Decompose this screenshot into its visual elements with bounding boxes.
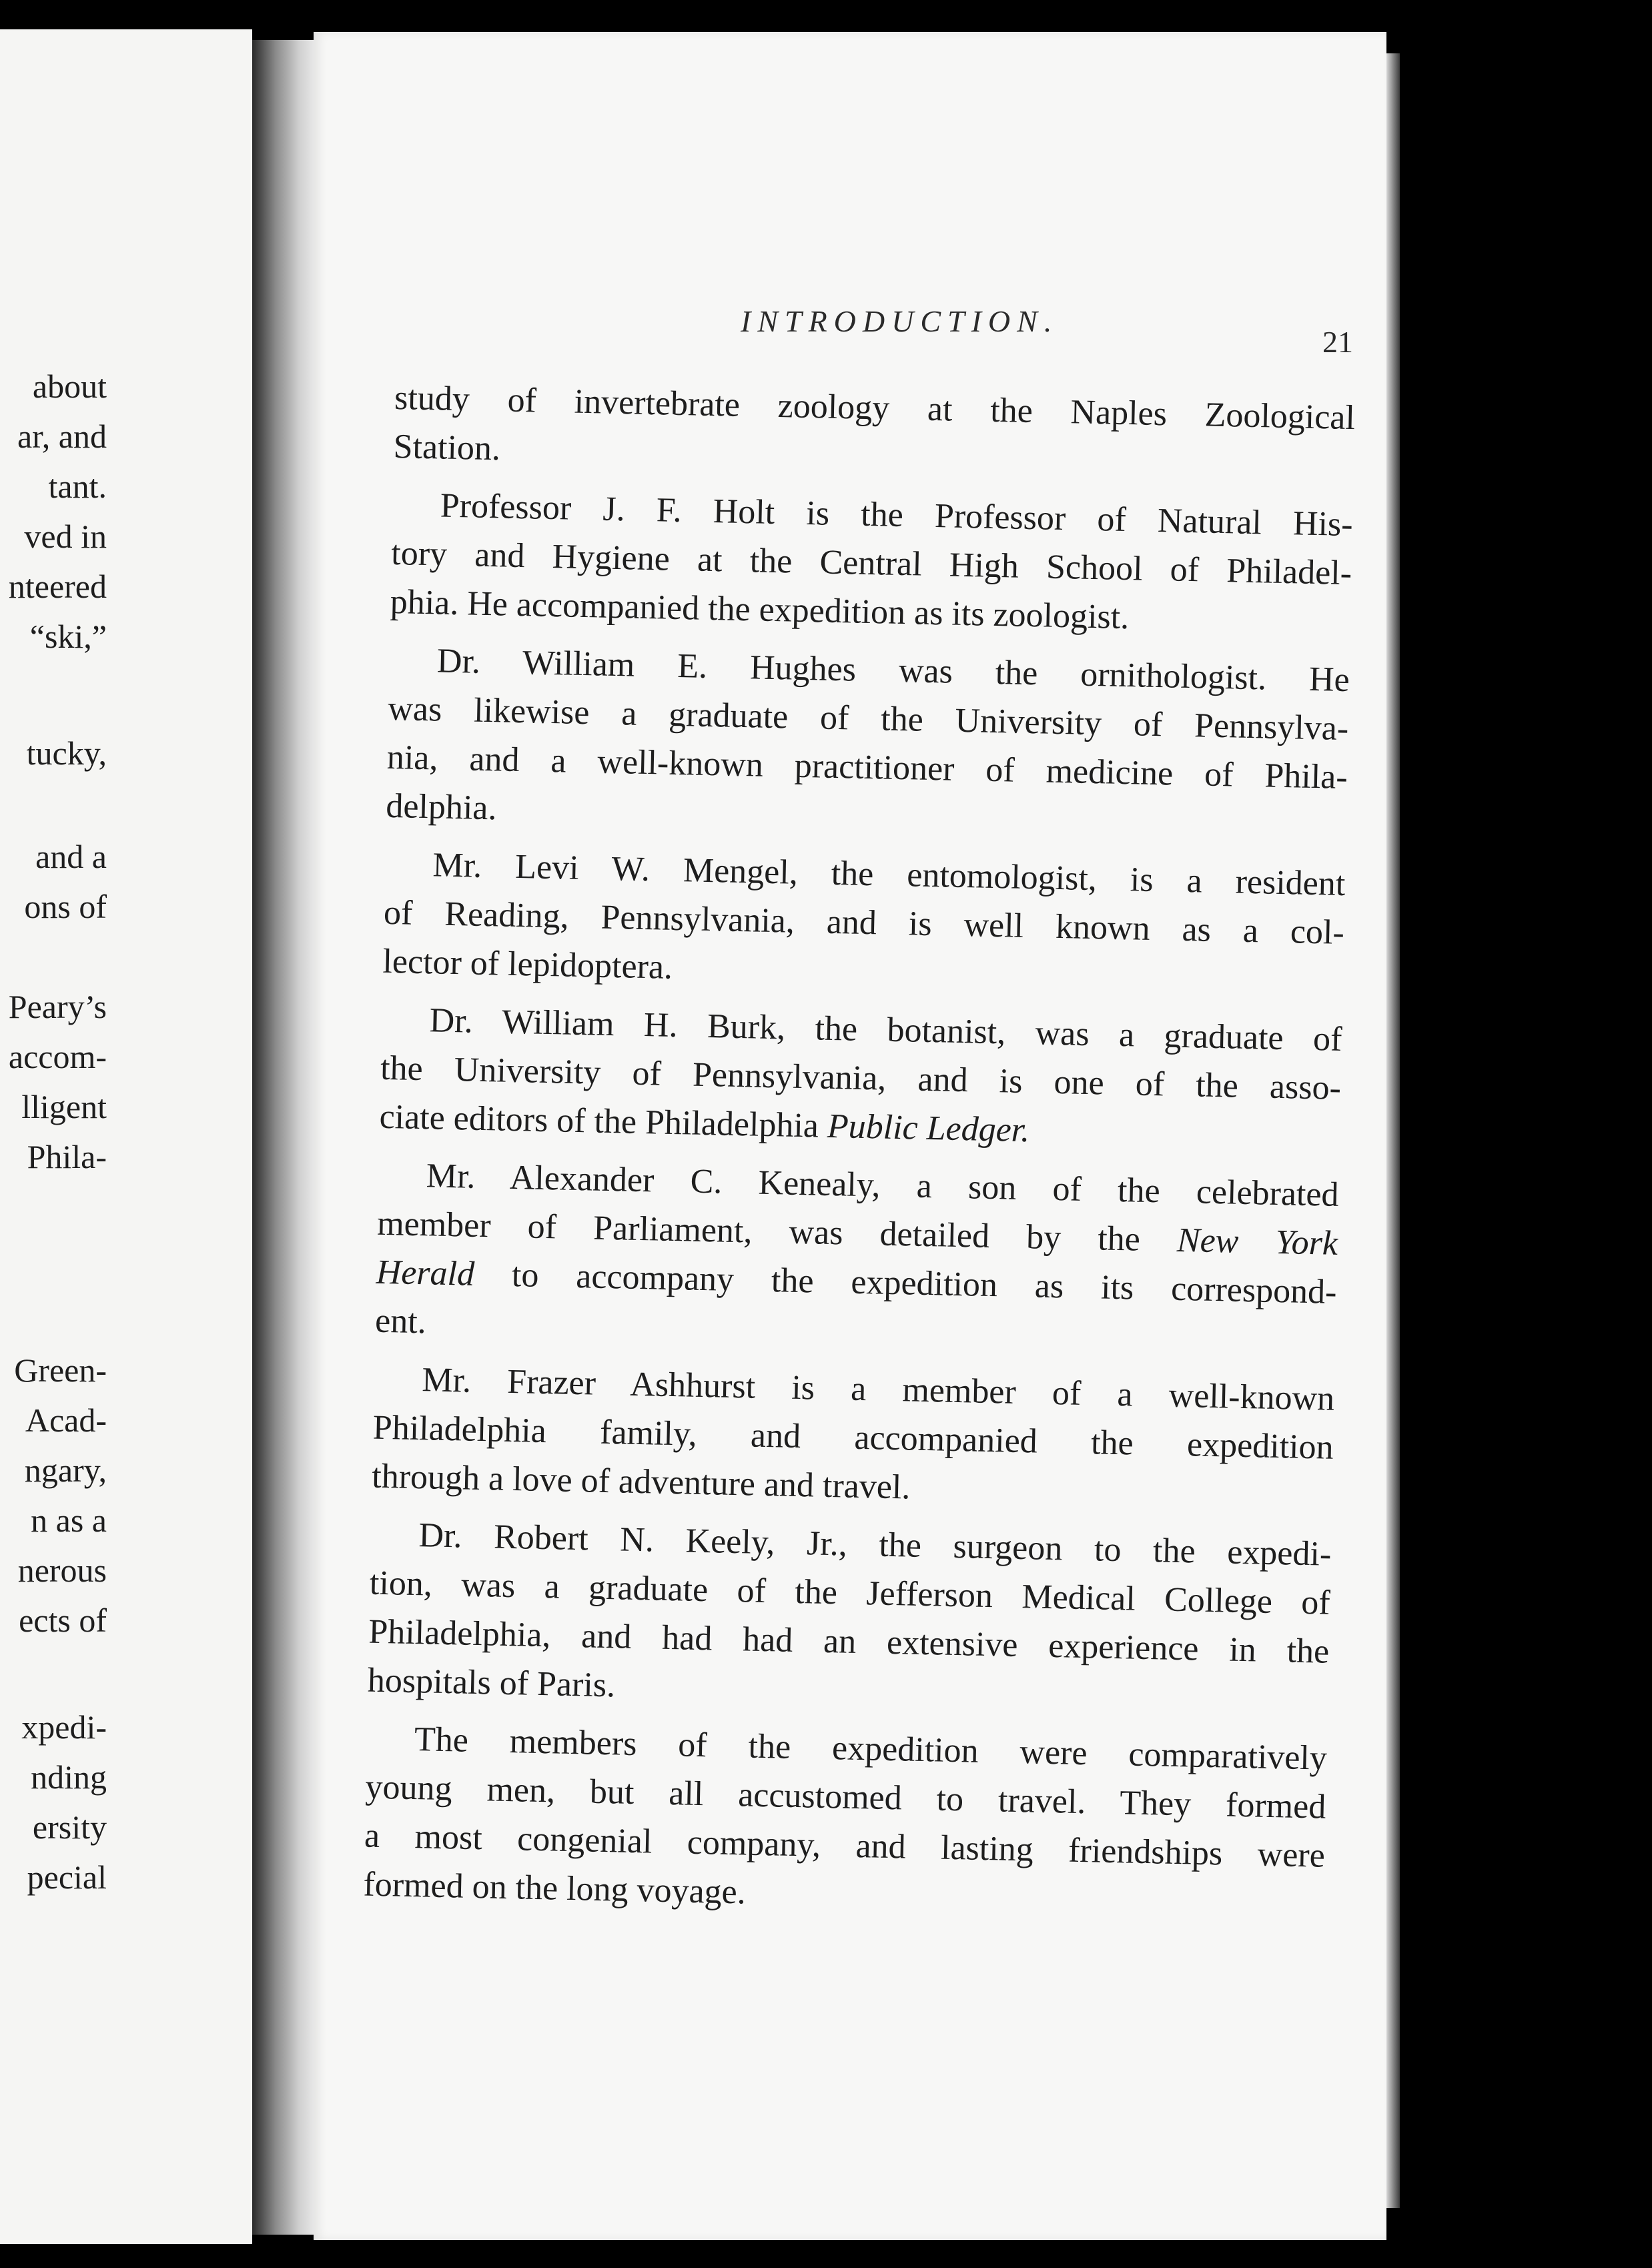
left-page-fragment: nteered: [8, 568, 107, 605]
text-line: tion, was a graduate of the Jefferson Medical College of: [369, 1564, 1331, 1622]
left-page-fragment: ar, and: [17, 418, 107, 455]
left-page-fragment: “ski,”: [29, 618, 107, 655]
left-page-fragment: ved in: [24, 518, 107, 555]
paragraph-first-line: Dr. William E. Hughes was the ornithologist. He: [436, 642, 1350, 700]
paragraph-first-line: Dr. Robert N. Keely, Jr., the surgeon to the expedi-: [418, 1516, 1332, 1574]
left-page-fragment: n as a: [31, 1502, 107, 1539]
paragraph-first-line: Professor J. F. Holt is the Professor of Natural His-: [440, 486, 1354, 544]
newspaper-title: Public Ledger.: [827, 1107, 1030, 1150]
body-text: [363, 374, 1356, 1929]
text-line: a most congenial company, and lasting friendships were: [364, 1816, 1326, 1875]
left-page-fragment: tucky,: [26, 734, 107, 772]
text-line: nia, and a well-known practitioner of medicine of Phila-: [386, 738, 1348, 797]
text-line: tory and Hygiene at the Central High School of Philadel-: [390, 534, 1352, 593]
text-line: phia. He accompanied the expedition as its zoologist.: [390, 582, 1130, 637]
text-line: study of invertebrate zoology at the Naples Zoological: [394, 378, 1356, 438]
book-gutter-shadow: [252, 40, 319, 2235]
text-line: the University of Pennsylvania, and is one of the asso-: [380, 1049, 1342, 1107]
left-page-fragment: and a: [35, 838, 107, 875]
left-page-fragment: ects of: [19, 1602, 107, 1639]
left-page-fragment: nerous: [17, 1552, 107, 1589]
text-line: Philadelphia, and had had an extensive experience in the: [368, 1612, 1330, 1671]
left-page-fragment: ngary,: [24, 1452, 107, 1489]
text-run: ciate editors of the Philadelphia: [379, 1097, 828, 1145]
paragraph-first-line: Mr. Levi W. Mengel, the entomologist, is a resident: [432, 846, 1346, 903]
newspaper-title: Herald: [376, 1253, 475, 1293]
left-page-fragment: nding: [31, 1758, 107, 1796]
paragraph-first-line: The members of the expedition were comparatively: [414, 1720, 1328, 1778]
text-line: was likewise a graduate of the University of Pennsylva-: [387, 689, 1349, 748]
text-line: Station.: [393, 427, 501, 468]
left-page-fragment: Green-: [14, 1351, 107, 1389]
paragraph-first-line: Mr. Frazer Ashhurst is a member of a well-known: [421, 1361, 1335, 1418]
text-line: delphia.: [385, 786, 498, 828]
text-line: formed on the long voyage.: [362, 1865, 747, 1912]
running-head: INTRODUCTION.: [741, 304, 1059, 338]
left-page-fragment: accom-: [8, 1038, 107, 1075]
left-page-fragment: tant.: [48, 468, 107, 505]
text-line: hospitals of Paris.: [367, 1661, 616, 1705]
newspaper-title: New York: [1176, 1221, 1338, 1263]
text-line: young men, but all accustomed to travel. They formed: [365, 1768, 1326, 1826]
left-page-fragment: pecial: [27, 1858, 107, 1896]
text-line: Philadelphia family, and accompanied the expedition: [372, 1408, 1334, 1467]
previous-page-fragment: [0, 29, 252, 2244]
text-line: ent.: [374, 1301, 427, 1341]
left-page-fragment: xpedi-: [21, 1708, 107, 1746]
page-edge-shadow: [1386, 53, 1400, 2208]
paragraph-first-line: Dr. William H. Burk, the botanist, was a graduate of: [429, 1001, 1342, 1059]
left-page-fragment: Peary’s: [8, 988, 107, 1025]
left-page-fragment: ons of: [24, 888, 107, 925]
paragraph-first-line: Mr. Alexander C. Kenealy, a son of the celebrated: [426, 1157, 1340, 1214]
text-line: of Reading, Pennsylvania, and is well known as a col-: [383, 893, 1345, 952]
left-page-fragment: lligent: [21, 1088, 107, 1125]
page-number: 21: [1322, 325, 1353, 359]
text-run: to accompany the expedition as its correspond-: [474, 1255, 1338, 1311]
text-run: member of Parliament, was detailed by the: [376, 1204, 1178, 1259]
text-line: through a love of adventure and travel.: [371, 1457, 911, 1507]
left-page-fragment: ersity: [32, 1808, 107, 1846]
left-page-fragment: Acad-: [25, 1401, 107, 1439]
left-page-fragment: Phila-: [27, 1138, 107, 1175]
text-line: lector of lepidoptera.: [382, 942, 673, 987]
left-page-fragment: about: [32, 368, 107, 405]
